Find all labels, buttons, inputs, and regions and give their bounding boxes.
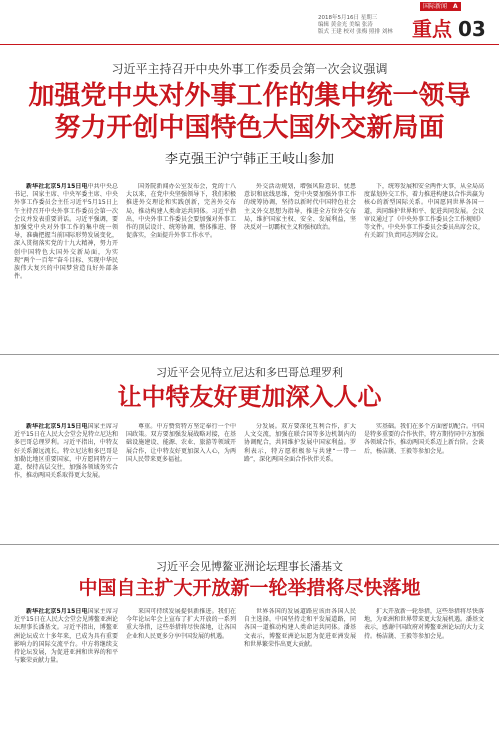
article2-column-3 xyxy=(244,423,356,535)
header-rule xyxy=(0,44,499,45)
section-title xyxy=(412,19,486,39)
article3-kicker: 习近平会见博鳌亚洲论坛理事长潘基文 xyxy=(156,560,343,573)
article2-text-2: 尊重。中方赞赏特方坚定奉行一个中国政策。双方要加强发展战略对接，在基础设施建设、能源、农业、旅游等领域开展合作，让中特友好更加深入人心，为两国人民带来更多福祉。 xyxy=(126,423,236,463)
article3-text-3: 世界各国的发展道路应该由各国人民自主选择，中国坚持走和平发展道路，同各国一道推动构建人类命运共同体。潘基文表示，博鳌亚洲论坛愿为促进亚洲发展和世界繁荣作出更大贡献。 xyxy=(244,608,356,648)
proof-credit: 版式 王建 校对 张梅 照排 刘林 xyxy=(318,29,393,35)
article-divider-2 xyxy=(0,544,499,545)
article1-text-2: 国务院新闻办公室发布会，党的十八大以来，在党中央坚强领导下，我们积极推进外交理论和实践创新，完善外交布局，推动构建人类命运共同体。习近平指出，中央外事工作委员会要加强对外事工作的顶层设计、统筹协调、整体推进、督促落实，全面提升外事工作水平。 xyxy=(126,183,236,240)
article1-text-4: 下，统筹发展和安全两件大事，从全局高度谋划外交工作，着力推进构建以合作共赢为核心的新型国际关系。中国愿同世界各国一道，共同维护世界和平、促进共同发展。会议审议通过了《中央外事工作委员会工作规则》等文件。中央外事工作委员会委员出席会议，有关部门负责同志列席会议。 xyxy=(364,183,484,240)
editor-credit: 编辑 黄金光 美编 张涛 xyxy=(318,22,373,28)
article3-column-3 xyxy=(244,608,356,744)
article3-column-4 xyxy=(364,608,484,744)
article3-column-1 xyxy=(14,608,118,744)
article2-column-4 xyxy=(364,423,484,535)
article3-column-2 xyxy=(126,608,236,744)
article2-dateline: 新华社北京5月15日电 xyxy=(26,423,88,430)
article3-text-1: 国家主席习近平15日在人民大会堂会见博鳌亚洲论坛理事长潘基文。习近平指出，博鳌亚洲论坛成立十多年来，已成为具有重要影响力的国际交流平台。中方将继续支持论坛发展，为促进亚洲和世界的和平与繁荣贡献力量。 xyxy=(14,608,118,665)
section-name: 重点 xyxy=(412,17,452,41)
article2-text-3: 分发展。双方要深化互利合作，扩大人文交流，加强在联合国等多边机制内的协调配合，共同维护发展中国家利益。罗利表示，特方愿积极参与共建“一带一路”，深化两国全面合作伙伴关系。 xyxy=(244,423,356,463)
article1-kicker: 习近平主持召开中央外事工作委员会第一次会议强调 xyxy=(111,62,388,76)
page-letter: A xyxy=(453,3,458,10)
issue-date: 2018年5月16日 星期三 xyxy=(318,15,378,21)
article-divider-1 xyxy=(0,354,499,355)
article3-text-2: 来国可持续发展提供新推进。我们在今年论坛年会上宣布了扩大开放的一系列重大举措，这些举措将尽快落地，让各国企业和人民更多分享中国发展的机遇。 xyxy=(126,608,236,640)
article2-column-2 xyxy=(126,423,236,535)
article2-text-4: 实基础。我们在多个方面密切配合。中国是特多重要的合作伙伴，特方期待同中方加强各领域合作，推动两国关系迈上新台阶。会谈后，杨洁篪、王毅等参加会见。 xyxy=(364,423,484,455)
section-tag xyxy=(420,2,461,11)
article2-kicker: 习近平会见特立尼达和多巴哥总理罗利 xyxy=(156,366,343,379)
article1-headline-line2: 努力开创中国特色大国外交新局面 xyxy=(54,113,445,143)
article3-dateline: 新华社北京5月15日电 xyxy=(26,608,88,615)
article1-column-3 xyxy=(244,183,356,348)
article2-column-1 xyxy=(14,423,118,535)
article3-text-4: 扩大开放新一轮举措，这些举措将尽快落地，为亚洲和世界带来更大发展机遇。潘基文表示，感谢中国政府对博鳌亚洲论坛的大力支持。杨洁篪、王毅等参加会见。 xyxy=(364,608,484,640)
article1-headline-line1: 加强党中央对外事工作的集中统一领导 xyxy=(28,81,471,111)
article2-headline: 让中特友好更加深入人心 xyxy=(117,383,382,411)
article2-text-1: 国家主席习近平15日在人民大会堂会见特立尼达和多巴哥总理罗利。习近平指出，中特友好关系源远流长。特立尼达和多巴哥是加勒比地区重要国家，中方愿同特方一道，保持高层交往，加强各领域务实合作，推动两国关系取得更大发展。 xyxy=(14,423,118,480)
article1-column-4 xyxy=(364,183,484,348)
article1-dateline: 新华社北京5月15日电 xyxy=(26,183,88,190)
article1-column-1 xyxy=(14,183,118,348)
section-tag-label: 国际新闻 xyxy=(423,3,448,10)
article1-subhead: 李克强王沪宁韩正王岐山参加 xyxy=(164,152,334,167)
article1-text-1: 中共中央总书记、国家主席、中央军委主席、中央外事工作委员会主任习近平5月15日上午主持召开中央外事工作委员会第一次会议并发表重要讲话。习近平强调，要加强党中央对外事工作的集中统一领导，准确把握当前国际形势发展变化，深入贯彻落实党的十九大精神，努力开创中国特色大国外交新局面，为实现“两个一百年”奋斗目标、实现中华民族伟大复兴的中国梦营造良好外部条件。 xyxy=(14,183,118,281)
article1-text-3: 外交活动规划，增强风险意识、忧患意识和底线思维，党中央要加强外事工作的统筹协调，坚持以新时代中国特色社会主义外交思想为指导，推进全方位外交布局，维护国家主权、安全、发展利益，坚决反对一切霸权主义和强权政治。 xyxy=(244,183,356,232)
page-number: 03 xyxy=(458,17,486,41)
article1-column-2 xyxy=(126,183,236,348)
article3-headline: 中国自主扩大开放新一轮举措将尽快落地 xyxy=(78,577,421,599)
